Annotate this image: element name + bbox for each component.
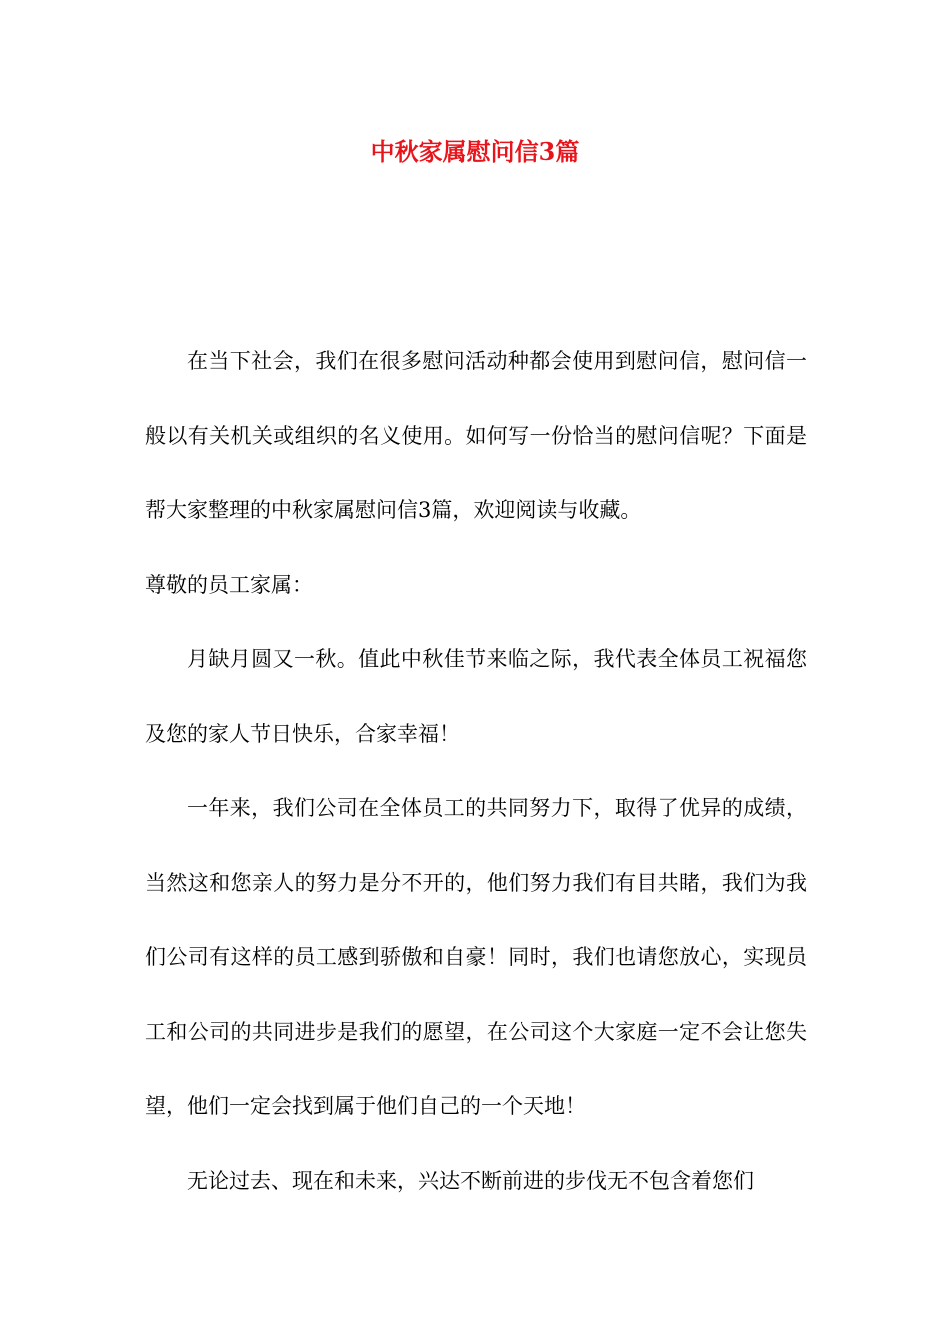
paragraph-achievement: 一年来，我们公司在全体员工的共同努力下，取得了优异的成绩，当然这和您亲人的努力是分不开的，他们努力我们有目共睹，我们为我们公司有这样的员工感到骄傲和自豪！同时，我们也请您放心，实现员工和公司的共同进步是我们的愿望，在公司这个大家庭一定不会让您失望，他们一定会找到属于他们自己的一个天地！	[145, 796, 807, 1118]
paragraph-future: 无论过去、现在和未来，兴达不断前进的步伐无不包含着您们	[187, 1168, 754, 1193]
paragraph-greeting: 月缺月圆又一秋。值此中秋佳节来临之际，我代表全体员工祝福您及您的家人节日快乐，合家幸福！	[145, 647, 807, 746]
document-body	[145, 324, 807, 1218]
paragraph-intro: 在当下社会，我们在很多慰问活动种都会使用到慰问信，慰问信一般以有关机关或组织的名义使用。如何写一份恰当的慰问信呢？下面是帮大家整理的中秋家属慰问信3篇，欢迎阅读与收藏。	[145, 349, 807, 522]
document-title: 中秋家属慰问信3篇	[370, 137, 580, 166]
paragraph-salutation: 尊敬的员工家属：	[145, 572, 313, 597]
